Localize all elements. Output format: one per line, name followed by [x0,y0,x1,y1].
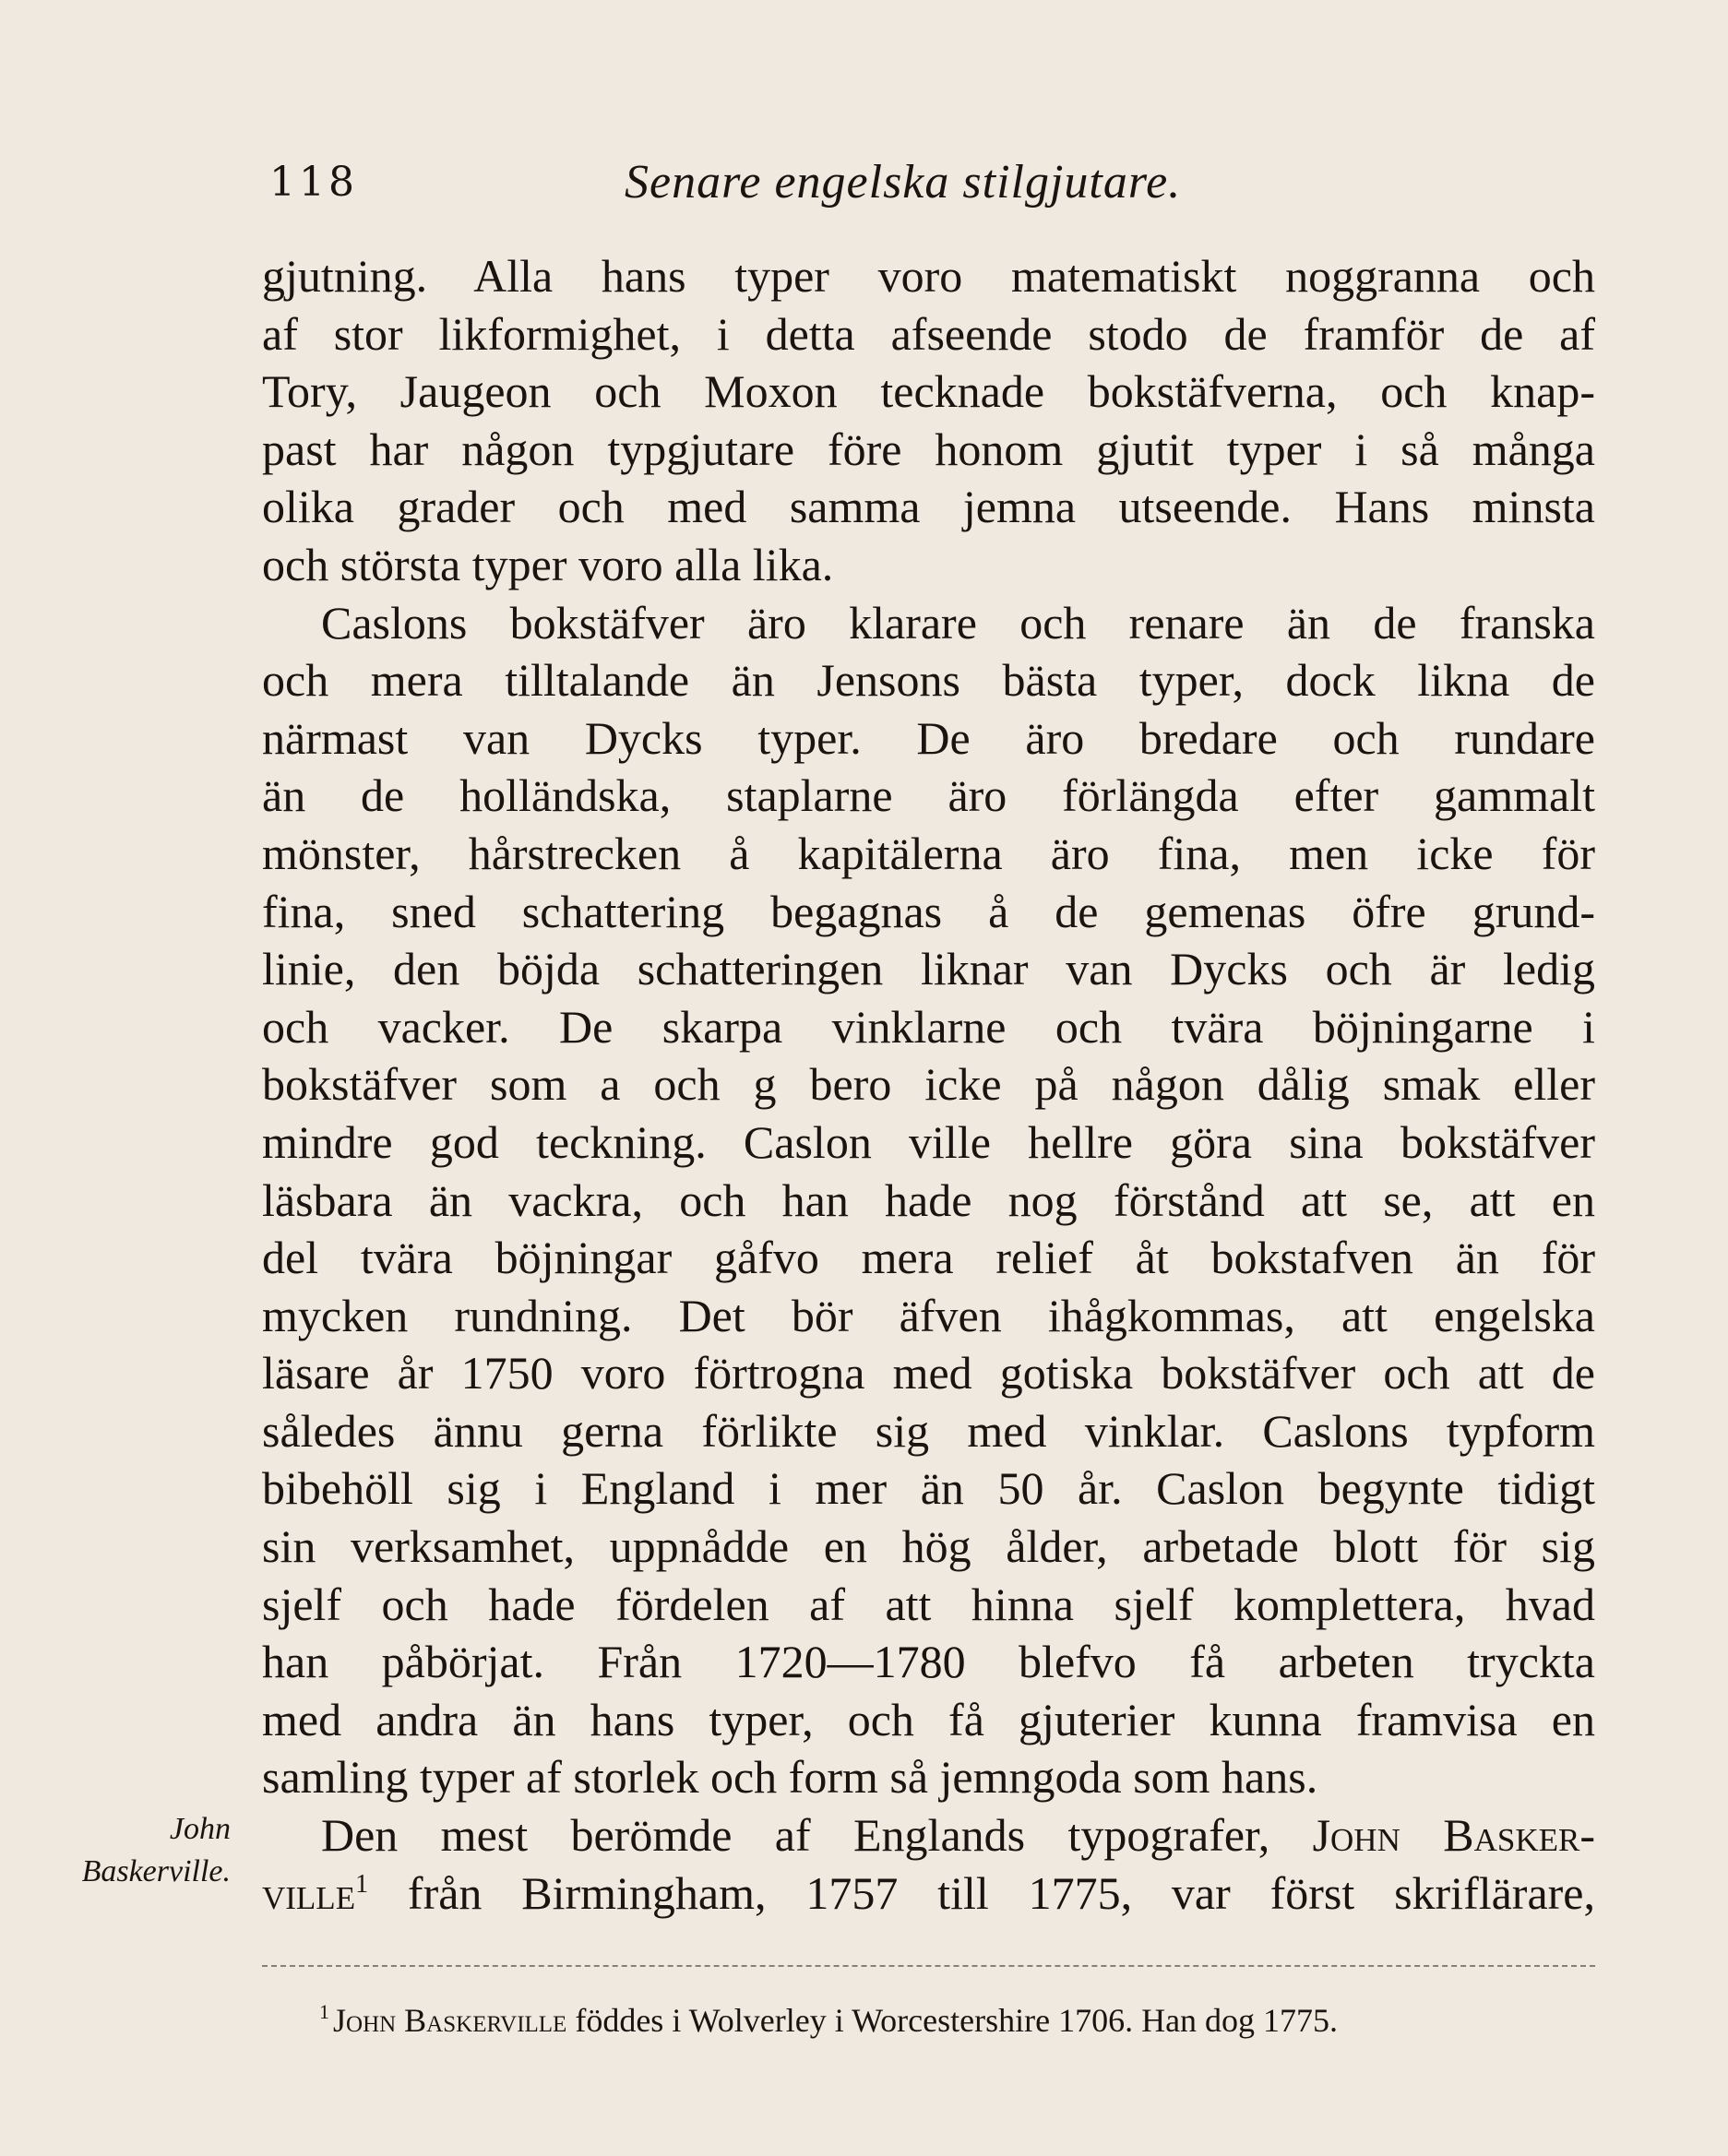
text-line: med andra än hans typer, och få gjuterier kunna framvisa en [262,1693,1595,1745]
text-line: samling typer af storlek och form så jemngoda som hans. [262,1751,1318,1804]
text-line: och största typer voro alla lika. [262,538,834,590]
footnote-divider [262,1965,1595,1967]
text-line: linie, den böjda schatteringen liknar van Dycks och är ledig [262,943,1595,995]
text-line: och vacker. De skarpa vinklarne och tvära böjningarne i [262,1000,1595,1053]
text-line: mindre god teckning. Caslon ville hellre göra sina bokstäfver [262,1115,1595,1168]
text-line: past har någon typgjutare före honom gjutit typer i så många [262,423,1595,475]
person-name: ville [262,1866,356,1919]
text-line: han påbörjat. Från 1720—1780 blefvo få arbeten tryckta [262,1636,1595,1688]
text-segment: från Birmingham, 1757 till 1775, var först skriflärare, [368,1866,1595,1919]
text-line: sin verksamhet, uppnådde en hög ålder, arbetade blott för sig [262,1520,1595,1573]
footnote [319,1998,1595,2043]
text-line: olika grader och med samma jemna utseende. Hans minsta [262,481,1595,533]
page-header [269,155,1593,210]
text-segment: Den mest berömde af Englands typografer, [321,1809,1313,1862]
margin-note-line: Baskerville. [81,1854,231,1888]
text-line: läsbara än vackra, och han hade nog förstånd att se, att en [262,1173,1595,1226]
text-line: sjelf och hade fördelen af att hinna sjelf komplettera, hvad [262,1578,1595,1630]
text-line: mycken rundning. Det bör äfven ihågkommas, att engelska [262,1289,1595,1341]
text-line: fina, sned schattering begagnas å de gemenas öfre grund- [262,885,1595,937]
text-line: mönster, hårstrecken å kapitälerna äro fina, men icke för [262,827,1595,879]
text-line: del tvära böjningar gåfvo mera relief åt bokstafven än för [262,1232,1595,1284]
margin-note-line: John [169,1812,231,1846]
text-line: af stor likformighet, i detta afseende stodo de framför de af [262,307,1595,360]
text-line: bibehöll sig i England i mer än 50 år. Caslon begynte tidigt [262,1462,1595,1515]
page-number: 118 [269,159,358,206]
text-line: bokstäfver som a och g bero icke på någon dålig smak eller [262,1058,1595,1111]
text-line: och mera tilltalande än Jensons bästa typer, dock likna de [262,654,1595,707]
text-line: gjutning. Alla hans typer voro matematiskt noggranna och [262,250,1595,302]
footnote-text: föddes i Wolverley i Worcestershire 1706. Han dog 1775. [566,2002,1339,2039]
footnote-mark: 1 [319,2000,329,2023]
footnote-reference[interactable]: 1 [355,1869,369,1899]
text-line: Caslons bokstäfver äro klarare och renare än de franska [321,596,1595,649]
text-line [262,1864,1595,1923]
text-line: närmast van Dycks typer. De äro bredare och rundare [262,711,1595,764]
footnote-name: John Baskerville [333,2002,567,2039]
running-title: Senare engelska stilgjutare. [625,156,1182,208]
text-line: läsare år 1750 voro förtrogna med gotiska bokstäfver och att de [262,1347,1595,1400]
text-line [262,1806,1595,1864]
margin-note [37,1808,231,1893]
text-line: således ännu gerna förlikte sig med vinklar. Caslons typform [262,1404,1595,1457]
person-name: John Basker- [1312,1809,1595,1862]
body-text [262,247,1595,1922]
text-line: än de holländska, staplarne äro förlängda efter gammalt [262,769,1595,822]
text-line: Tory, Jaugeon och Moxon tecknade bokstäfverna, och knap- [262,365,1595,418]
